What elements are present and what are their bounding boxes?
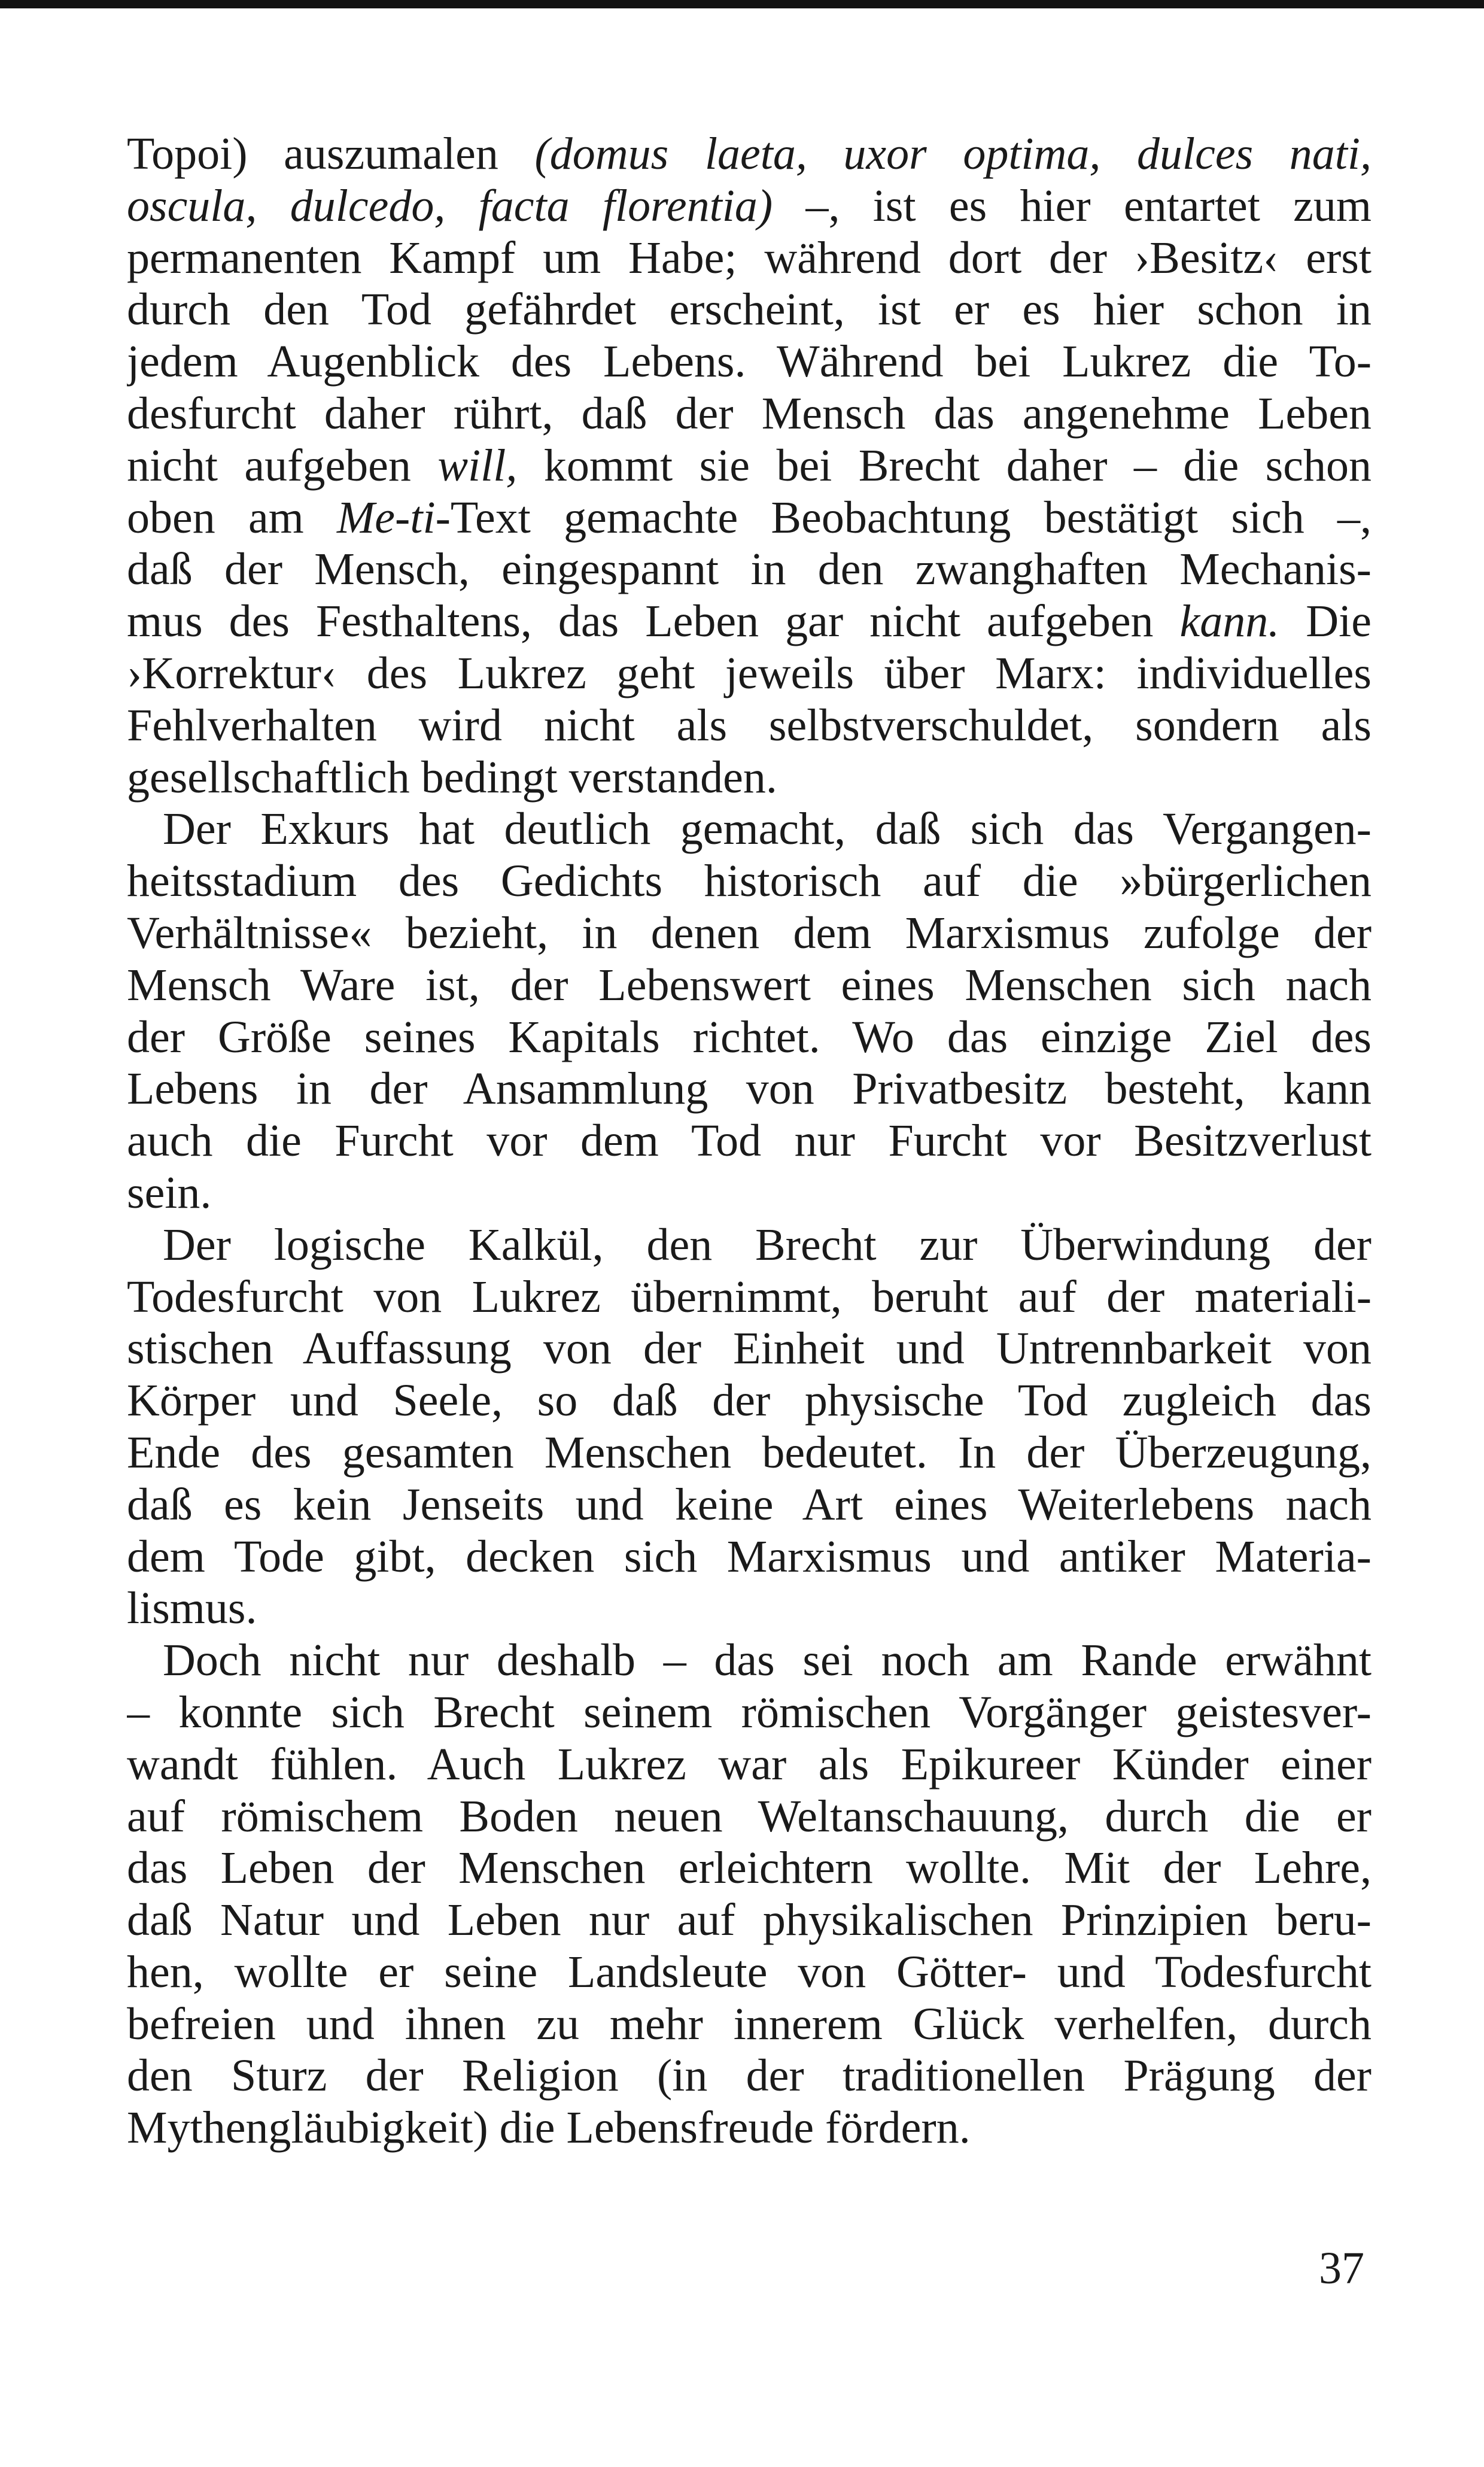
text-run: kommt sie bei Brecht daher – die schon <box>517 440 1372 491</box>
text-run: Mensch Ware ist, der Lebenswert eines Menschen sich nach <box>127 959 1372 1010</box>
text-run: wandt fühlen. Auch Lukrez war als Epikureer Künder einer <box>127 1739 1372 1790</box>
text-run: daß der Mensch, eingespannt in den zwanghaften Mechanis- <box>127 544 1372 595</box>
text-line <box>127 1998 1372 2050</box>
text-line <box>127 1946 1372 1998</box>
top-border-rule <box>0 0 1484 8</box>
text-run: Der Exkurs hat deutlich gemacht, daß sich das Vergangen- <box>163 804 1372 855</box>
text-run: Text gemachte Beobachtung bestätigt sich –, <box>450 492 1372 543</box>
text-line <box>127 1115 1372 1167</box>
text-run: daß Natur und Leben nur auf physikalischen Prinzipien beru- <box>127 1895 1372 1946</box>
text-run: Ende des gesamten Menschen bedeutet. In der Überzeugung, <box>127 1427 1372 1478</box>
text-run: –, ist es hier entartet zum <box>773 180 1372 231</box>
text-line <box>127 232 1372 284</box>
text-run: auch die Furcht vor dem Tod nur Furcht vor Besitzverlust <box>127 1116 1372 1166</box>
text-line <box>127 648 1372 700</box>
text-run: Körper und Seele, so daß der physische Tod zugleich das <box>127 1375 1372 1426</box>
text-run: ›Korrektur‹ des Lukrez geht jeweils über Marx: individuelles <box>127 648 1372 698</box>
text-line <box>127 336 1372 388</box>
text-run: nicht aufgeben <box>127 440 438 491</box>
italic-text: will, <box>437 440 518 491</box>
text-line <box>127 1842 1372 1894</box>
text-line <box>127 596 1372 648</box>
italic-text: Me-ti- <box>337 492 451 543</box>
text-line <box>127 1271 1372 1323</box>
text-line <box>127 1531 1372 1583</box>
text-line <box>127 700 1372 752</box>
italic-text: (domus laeta, uxor optima, dulces nati, <box>534 129 1372 179</box>
paragraph <box>127 1634 1372 2154</box>
text-run: desfurcht daher rührt, daß der Mensch das angenehme Leben <box>127 388 1372 439</box>
text-run: dem Tode gibt, decken sich Marxismus und antiker Materia- <box>127 1531 1372 1582</box>
text-run: heitsstadium des Gedichts historisch auf die »bürgerlichen <box>127 856 1372 907</box>
text-line <box>127 1582 1372 1634</box>
paragraph <box>127 1219 1372 1634</box>
paragraph <box>127 128 1372 803</box>
paragraph <box>127 803 1372 1219</box>
text-line <box>127 180 1372 232</box>
text-line <box>127 2102 1372 2154</box>
text-run: auf römischem Boden neuen Weltanschauung, durch die er <box>127 1791 1372 1842</box>
text-line <box>127 1323 1372 1375</box>
text-line <box>127 1687 1372 1739</box>
text-line <box>127 1219 1372 1271</box>
text-line <box>127 388 1372 440</box>
text-line <box>127 1479 1372 1531</box>
text-run: hen, wollte er seine Landsleute von Götter- und Todesfurcht <box>127 1946 1372 1997</box>
text-run: Der logische Kalkül, den Brecht zur Überwindung der <box>163 1219 1372 1270</box>
text-line <box>127 752 1372 804</box>
text-line <box>127 2050 1372 2102</box>
text-line <box>127 440 1372 492</box>
text-run: gesellschaftlich bedingt verstanden. <box>127 752 777 803</box>
body-text <box>127 128 1372 2154</box>
text-line <box>127 907 1372 959</box>
text-line <box>127 543 1372 596</box>
text-line <box>127 492 1372 544</box>
text-run: stischen Auffassung von der Einheit und Untrennbarkeit von <box>127 1323 1372 1374</box>
text-run: Mythengläubigkeit) die Lebensfreude fördern. <box>127 2103 971 2153</box>
text-run: Fehlverhalten wird nicht als selbstverschuldet, sondern als <box>127 700 1372 751</box>
text-line <box>127 1894 1372 1946</box>
text-run: Die <box>1279 596 1372 647</box>
italic-text: kann. <box>1179 596 1280 647</box>
text-run: daß es kein Jenseits und keine Art eines Weiterlebens nach <box>127 1479 1372 1530</box>
text-line <box>127 284 1372 336</box>
text-run: sein. <box>127 1167 212 1218</box>
text-run: lismus. <box>127 1583 257 1634</box>
text-run: Topoi) auszumalen <box>127 129 535 179</box>
text-line <box>127 1375 1372 1427</box>
text-run: permanenten Kampf um Habe; während dort der ›Besitz‹ erst <box>127 232 1372 283</box>
text-run: Doch nicht nur deshalb – das sei noch am Rande erwähnt <box>163 1635 1372 1686</box>
text-line <box>127 855 1372 907</box>
text-run: Verhältnisse« bezieht, in denen dem Marxismus zufolge der <box>127 907 1372 958</box>
text-run: Lebens in der Ansammlung von Privatbesitz besteht, kann <box>127 1064 1372 1114</box>
text-line <box>127 1167 1372 1219</box>
italic-text: oscula, dulcedo, facta florentia) <box>127 180 773 231</box>
text-run: mus des Festhaltens, das Leben gar nicht aufgeben <box>127 596 1180 647</box>
text-line <box>127 1791 1372 1843</box>
text-line <box>127 1739 1372 1791</box>
text-line <box>127 1063 1372 1115</box>
text-run: der Größe seines Kapitals richtet. Wo das einzige Ziel des <box>127 1011 1372 1062</box>
text-run: durch den Tod gefährdet erscheint, ist er es hier schon in <box>127 284 1372 335</box>
text-run: jedem Augenblick des Lebens. Während bei Lukrez die To- <box>127 336 1372 387</box>
page-number: 37 <box>1319 2243 1364 2293</box>
text-run: das Leben der Menschen erleichtern wollte. Mit der Lehre, <box>127 1843 1372 1894</box>
text-line <box>127 803 1372 855</box>
text-line <box>127 128 1372 180</box>
text-run: den Sturz der Religion (in der traditionellen Prägung der <box>127 2050 1372 2101</box>
text-run: Todesfurcht von Lukrez übernimmt, beruht auf der materiali- <box>127 1271 1372 1322</box>
text-line <box>127 1011 1372 1064</box>
text-line <box>127 1634 1372 1687</box>
text-run: – konnte sich Brecht seinem römischen Vorgänger geistesver- <box>127 1687 1372 1737</box>
text-run: befreien und ihnen zu mehr innerem Glück verhelfen, durch <box>127 1998 1372 2049</box>
text-line <box>127 959 1372 1011</box>
text-line <box>127 1427 1372 1479</box>
text-run: oben am <box>127 492 337 543</box>
